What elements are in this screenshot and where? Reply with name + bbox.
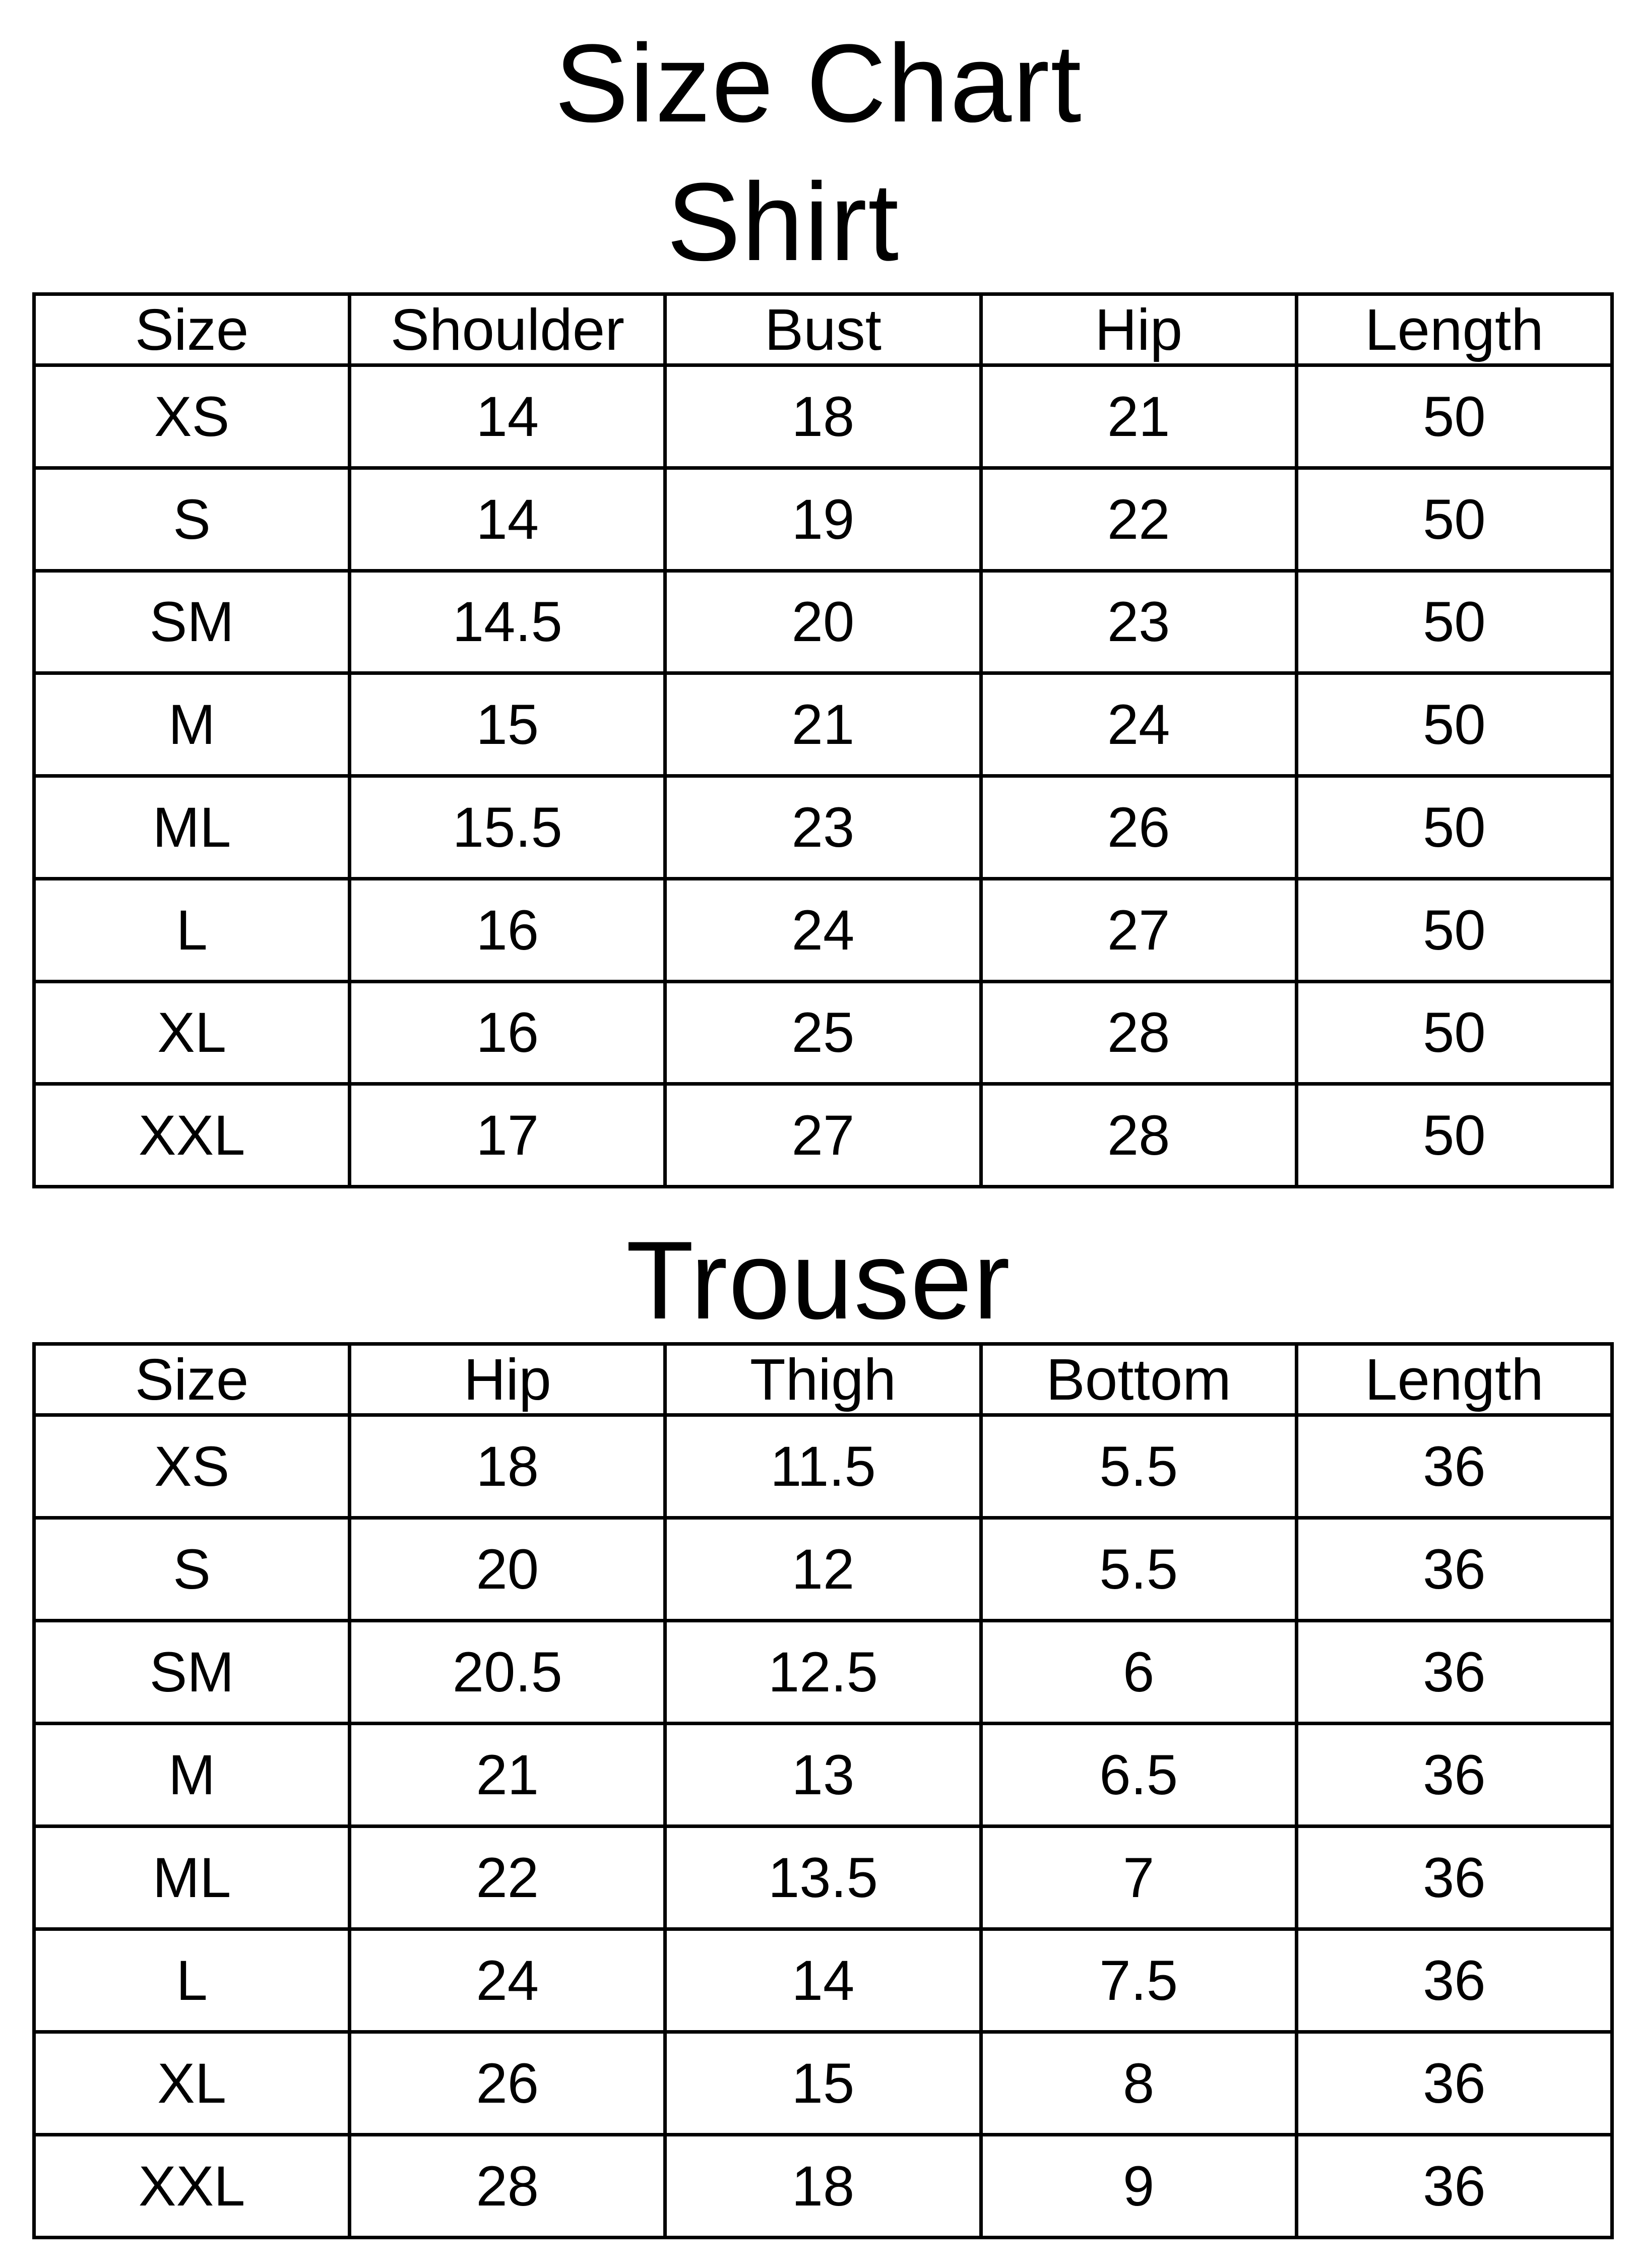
table-cell: 24 [350, 1929, 665, 2032]
table-cell: 36 [1296, 2135, 1612, 2238]
table-row [34, 1415, 1612, 1518]
table-cell: 14 [350, 468, 665, 571]
table-row [34, 2135, 1612, 2238]
table-row [34, 673, 1612, 776]
table-cell: 15.5 [350, 776, 665, 879]
table-cell: 14 [350, 365, 665, 468]
table-header-row [34, 294, 1612, 365]
table-row [34, 1518, 1612, 1621]
table-cell: 21 [350, 1724, 665, 1826]
table-cell: 13 [665, 1724, 981, 1826]
table-cell: 13.5 [665, 1826, 981, 1929]
table-cell: 18 [665, 365, 981, 468]
column-header: Length [1296, 294, 1612, 365]
trouser-size-table [32, 1342, 1614, 2239]
table-cell: 11.5 [665, 1415, 981, 1518]
table-cell: S [34, 468, 350, 571]
table-row [34, 1724, 1612, 1826]
table-cell: 22 [981, 468, 1296, 571]
table-cell: 23 [665, 776, 981, 879]
table-cell: 21 [665, 673, 981, 776]
table-cell: 25 [665, 981, 981, 1084]
table-cell: 18 [665, 2135, 981, 2238]
table-cell: 5.5 [981, 1518, 1296, 1621]
table-cell: XXL [34, 1084, 350, 1187]
table-cell: 22 [350, 1826, 665, 1929]
table-cell: 24 [665, 878, 981, 981]
table-cell: 50 [1296, 571, 1612, 673]
table-cell: 20.5 [350, 1621, 665, 1724]
table-cell: 36 [1296, 2032, 1612, 2135]
table-cell: 6.5 [981, 1724, 1296, 1826]
table-cell: 50 [1296, 468, 1612, 571]
table-cell: 17 [350, 1084, 665, 1187]
table-cell: XS [34, 1415, 350, 1518]
table-cell: 9 [981, 2135, 1296, 2238]
table-row [34, 1621, 1612, 1724]
table-cell: 16 [350, 981, 665, 1084]
column-header: Size [34, 294, 350, 365]
table-cell: XL [34, 2032, 350, 2135]
table-cell: 23 [981, 571, 1296, 673]
table-cell: 21 [981, 365, 1296, 468]
table-cell: 24 [981, 673, 1296, 776]
shirt-size-table [32, 292, 1614, 1188]
table-cell: 36 [1296, 1724, 1612, 1826]
table-cell: 12.5 [665, 1621, 981, 1724]
column-header: Length [1296, 1344, 1612, 1415]
table-cell: 50 [1296, 1084, 1612, 1187]
table-cell: 15 [350, 673, 665, 776]
column-header: Hip [350, 1344, 665, 1415]
table-cell: 50 [1296, 673, 1612, 776]
table-cell: 5.5 [981, 1415, 1296, 1518]
table-cell: 28 [981, 1084, 1296, 1187]
table-cell: 20 [665, 571, 981, 673]
table-cell: ML [34, 776, 350, 879]
table-cell: 15 [665, 2032, 981, 2135]
table-row [34, 776, 1612, 879]
table-cell: 27 [981, 878, 1296, 981]
table-cell: 26 [350, 2032, 665, 2135]
table-cell: L [34, 878, 350, 981]
table-cell: 36 [1296, 1826, 1612, 1929]
table-cell: 50 [1296, 365, 1612, 468]
table-cell: 36 [1296, 1415, 1612, 1518]
column-header: Bottom [981, 1344, 1296, 1415]
table-row [34, 1084, 1612, 1187]
table-row [34, 468, 1612, 571]
table-cell: 36 [1296, 1929, 1612, 2032]
table-cell: XXL [34, 2135, 350, 2238]
table-cell: ML [34, 1826, 350, 1929]
table-cell: 50 [1296, 776, 1612, 879]
table-cell: 26 [981, 776, 1296, 879]
table-row [34, 981, 1612, 1084]
table-cell: 50 [1296, 878, 1612, 981]
table-cell: 28 [350, 2135, 665, 2238]
table-header-row [34, 1344, 1612, 1415]
table-row [34, 365, 1612, 468]
table-cell: S [34, 1518, 350, 1621]
table-cell: 16 [350, 878, 665, 981]
table-cell: 50 [1296, 981, 1612, 1084]
table-cell: 7.5 [981, 1929, 1296, 2032]
table-cell: 27 [665, 1084, 981, 1187]
table-cell: 6 [981, 1621, 1296, 1724]
table-cell: SM [34, 571, 350, 673]
table-row [34, 1929, 1612, 2032]
table-cell: L [34, 1929, 350, 2032]
table-cell: 14 [665, 1929, 981, 2032]
column-header: Thigh [665, 1344, 981, 1415]
column-header: Hip [981, 294, 1296, 365]
table-row [34, 1826, 1612, 1929]
table-cell: 36 [1296, 1621, 1612, 1724]
table-cell: XL [34, 981, 350, 1084]
table-row [34, 571, 1612, 673]
table-cell: 14.5 [350, 571, 665, 673]
table-cell: 19 [665, 468, 981, 571]
table-cell: 12 [665, 1518, 981, 1621]
shirt-section-title: Shirt [666, 160, 900, 284]
column-header: Size [34, 1344, 350, 1415]
table-cell: SM [34, 1621, 350, 1724]
table-row [34, 2032, 1612, 2135]
table-cell: M [34, 1724, 350, 1826]
table-row [34, 878, 1612, 981]
table-cell: 36 [1296, 1518, 1612, 1621]
table-cell: M [34, 673, 350, 776]
table-cell: 20 [350, 1518, 665, 1621]
table-cell: 8 [981, 2032, 1296, 2135]
trouser-section-title: Trouser [626, 1218, 1011, 1342]
table-cell: 18 [350, 1415, 665, 1518]
column-header: Shoulder [350, 294, 665, 365]
table-cell: 28 [981, 981, 1296, 1084]
column-header: Bust [665, 294, 981, 365]
table-cell: 7 [981, 1826, 1296, 1929]
page-title: Size Chart [554, 21, 1083, 145]
table-cell: XS [34, 365, 350, 468]
